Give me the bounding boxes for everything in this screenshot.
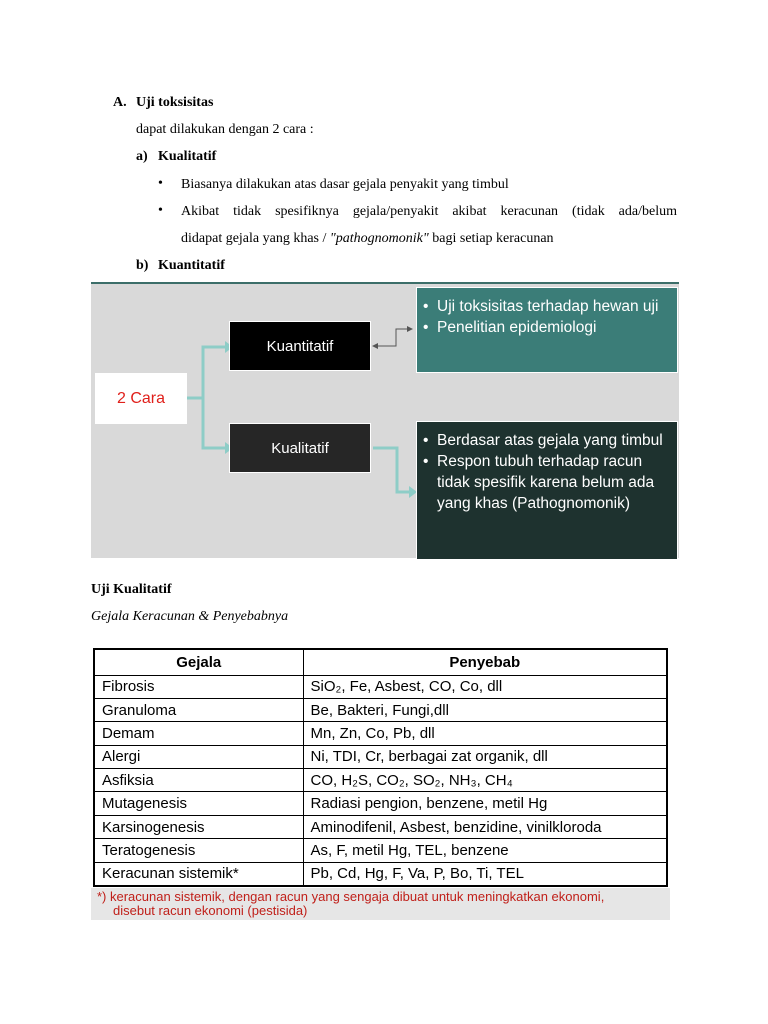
bullet-line2-post: bagi setiap keracunan	[428, 231, 554, 246]
panel-kuantitatif	[416, 287, 678, 373]
table-cell: Asfiksia	[94, 769, 303, 792]
sub-b-title: Kuantitatif	[158, 258, 225, 273]
panel-item: • Berdasar atas gejala yang timbul	[423, 430, 669, 451]
table-cell: CO, H₂S, CO₂, SO₂, NH₃, CH₄	[303, 769, 667, 792]
uji-kualitatif-subtitle: Gejala Keracunan & Penyebabnya	[91, 609, 289, 624]
connector-root-bottom	[203, 398, 225, 448]
table-cell: Granuloma	[94, 698, 303, 721]
bullet-text-1: Biasanya dilakukan atas dasar gejala penyakit yang timbul	[181, 177, 509, 192]
table-header: Gejala	[94, 649, 303, 675]
table-row	[94, 769, 667, 792]
table-row	[94, 839, 667, 862]
table-row	[94, 722, 667, 745]
connector-root	[187, 347, 225, 398]
panel-item: • Uji toksisitas terhadap hewan uji	[423, 296, 669, 317]
gejala-table	[93, 648, 668, 887]
table-cell: SiO₂, Fe, Asbest, CO, Co, dll	[303, 675, 667, 698]
bullet-text-2-line2	[181, 230, 554, 247]
connector-kuantitatif	[374, 329, 409, 346]
method-diagram	[91, 282, 679, 558]
panel-kualitatif	[416, 421, 678, 560]
footnote-line-2: disebut racun ekonomi (pestisida)	[113, 903, 308, 918]
arrowhead-icon	[407, 326, 413, 332]
node-kualitatif: Kualitatif	[229, 423, 371, 473]
sub-b-marker: b)	[136, 258, 149, 273]
section-heading: Uji toksisitas	[136, 95, 214, 110]
table-cell: Aminodifenil, Asbest, benzidine, vinilkloroda	[303, 815, 667, 838]
bullet-line2-pre: didapat gejala yang khas /	[181, 231, 330, 246]
table-cell: As, F, metil Hg, TEL, benzene	[303, 839, 667, 862]
panel-item: • Respon tubuh terhadap racun tidak spesifik karena belum ada yang khas (Pathognomonik)	[423, 451, 669, 514]
table-cell: Demam	[94, 722, 303, 745]
table-cell: Ni, TDI, Cr, berbagai zat organik, dll	[303, 745, 667, 768]
table-row	[94, 675, 667, 698]
footnote-line-1: *) keracunan sistemik, dengan racun yang sengaja dibuat untuk meningkatkan ekonomi,	[97, 889, 605, 904]
uji-kualitatif-title: Uji Kualitatif	[91, 582, 172, 597]
connector-kualitatif	[373, 448, 409, 492]
table-cell: Mn, Zn, Co, Pb, dll	[303, 722, 667, 745]
table-row	[94, 862, 667, 885]
table-cell: Karsinogenesis	[94, 815, 303, 838]
table-cell: Fibrosis	[94, 675, 303, 698]
table-row	[94, 745, 667, 768]
bullet-text-2: Akibat tidak spesifiknya gejala/penyakit akibat keracunan (tidak ada/belum	[181, 204, 677, 219]
gejala-table-figure	[91, 644, 670, 920]
arrowhead-icon	[372, 343, 378, 349]
bullet-dot: •	[158, 203, 163, 218]
table-footnote	[91, 888, 670, 920]
table-cell: Alergi	[94, 745, 303, 768]
bullet-dot: •	[158, 176, 163, 191]
table-row	[94, 815, 667, 838]
pathognomonik-term: "pathognomonik"	[329, 231, 429, 246]
sub-a-marker: a)	[136, 149, 148, 164]
sub-a-title: Kualitatif	[158, 149, 217, 164]
section-marker: A.	[113, 95, 127, 110]
root-node: 2 Cara	[95, 373, 187, 424]
table-cell: Teratogenesis	[94, 839, 303, 862]
panel-item: • Penelitian epidemiologi	[423, 317, 669, 338]
table-cell: Keracunan sistemik*	[94, 862, 303, 885]
table-cell: Be, Bakteri, Fungi,dll	[303, 698, 667, 721]
node-kuantitatif: Kuantitatif	[229, 321, 371, 371]
table-row	[94, 792, 667, 815]
table-row	[94, 698, 667, 721]
table-cell: Pb, Cd, Hg, F, Va, P, Bo, Ti, TEL	[303, 862, 667, 885]
intro-text: dapat dilakukan dengan 2 cara :	[136, 122, 314, 137]
table-header: Penyebab	[303, 649, 667, 675]
table-header-row	[94, 649, 667, 675]
table-cell: Radiasi pengion, benzene, metil Hg	[303, 792, 667, 815]
table-cell: Mutagenesis	[94, 792, 303, 815]
